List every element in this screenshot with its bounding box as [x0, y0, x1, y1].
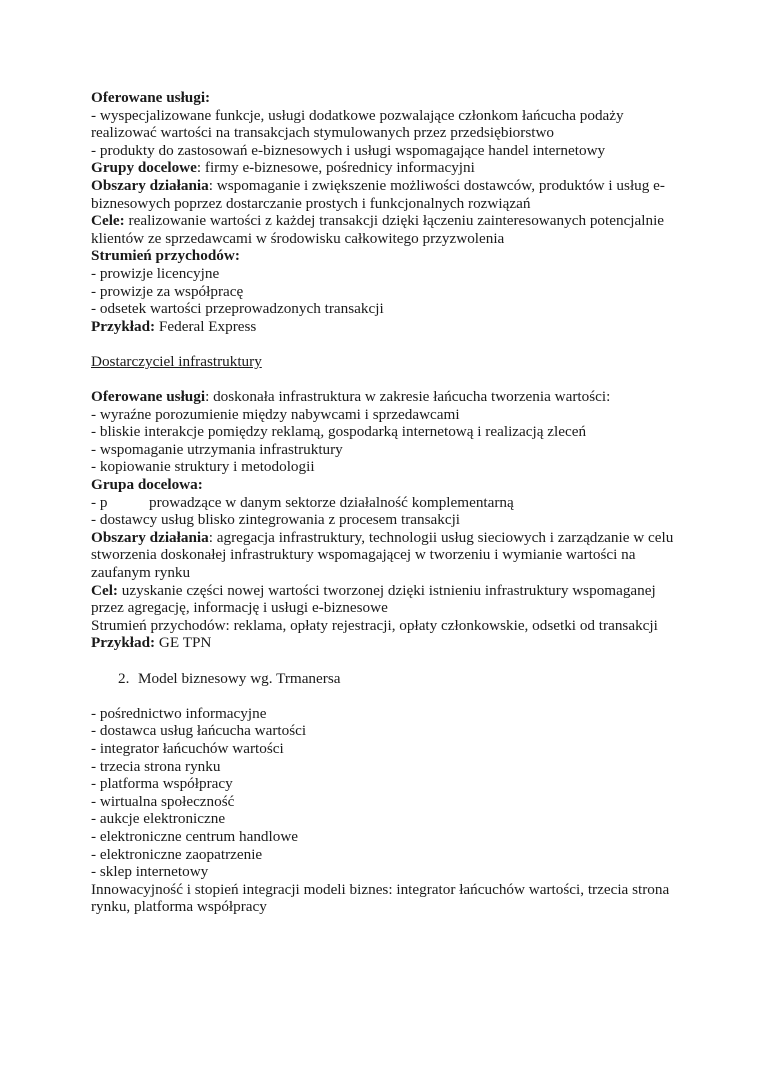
model-item: - elektroniczne centrum handlowe: [91, 827, 299, 845]
offered-services-heading: Oferowane usługi:: [91, 89, 211, 106]
areas-of-activity: Obszary działania: wspomaganie i zwiększenie możliwości dostawców, produktów i usług e-biznesowych poprzez dostarczanie prostych i funkcjonalnych rozwiązań: [91, 176, 665, 212]
document-page: [91, 89, 681, 916]
target-group-heading: Grupa docelowa:: [91, 476, 203, 494]
model-item: - pośrednictwo informacyjne: [91, 704, 267, 722]
offered-item: - bliskie interakcje pomiędzy reklamą, gospodarką internetową i realizacją zleceń: [91, 423, 587, 441]
goal: Cel: uzyskanie części nowej wartości tworzonej dzięki istnieniu infrastruktury wspomaganej przez agregację, informację i usługi e-biznesowe: [91, 581, 656, 617]
model-item: - aukcje elektroniczne: [91, 810, 226, 828]
model-item: - integrator łańcuchów wartości: [91, 739, 284, 757]
offered-item: - wyspecjalizowane funkcje, usługi dodatkowe pozwalające członkom łańcucha podaży realizować wartości na transakcjach stymulowanych przez przedsiębiorstwo: [91, 106, 624, 142]
numbered-heading: 2. Model biznesowy wg. Trmanersa: [118, 669, 341, 687]
goals: Cele: realizowanie wartości z każdej transakcji dzięki łączeniu zainteresowanych potencjalnie klientów ze sprzedawcami w środowisku całkowitego przyzwolenia: [91, 212, 665, 247]
revenue-item: - odsetek wartości przeprowadzonych transakcji: [91, 300, 384, 318]
offered-item: - kopiowanie struktury i metodologii: [91, 458, 315, 476]
example: Przykład: GE TPN: [91, 634, 212, 652]
model-item: - sklep internetowy: [91, 863, 209, 881]
summary-paragraph: Innowacyjność i stopień integracji modeli biznes: integrator łańcuchów wartości, trzecia strona rynku, platforma współpracy: [91, 880, 670, 916]
section-title: Dostarczyciel infrastruktury: [91, 352, 262, 370]
model-item: - platforma współpracy: [91, 775, 233, 793]
offered-item: - wspomaganie utrzymania infrastruktury: [91, 440, 343, 458]
offered-item: - produkty do zastosowań e-biznesowych i usługi wspomagające handel internetowy: [91, 141, 606, 159]
example: Przykład: Federal Express: [91, 317, 257, 335]
revenue-stream: Strumień przychodów: reklama, opłaty rejestracji, opłaty członkowskie, odsetki od transakcji: [91, 616, 658, 634]
target-group-item: - dostawcy usług blisko zintegrowania z procesem transakcji: [91, 511, 461, 529]
revenue-item: - prowizje za współpracę: [91, 282, 244, 300]
target-groups: Grupy docelowe: firmy e-biznesowe, pośrednicy informacyjni: [91, 159, 475, 177]
areas-of-activity: Obszary działania: agregacja infrastruktury, technologii usług sieciowych i zarządzanie w celu stworzenia doskonałej infrastruktury wspomagającej w tworzeniu i wymianie wartości na zaufanym rynku: [91, 528, 674, 582]
model-item: - elektroniczne zaopatrzenie: [91, 845, 263, 863]
offered-item: - wyraźne porozumienie między nabywcami i sprzedawcami: [91, 405, 460, 423]
model-item: - trzecia strona rynku: [91, 757, 221, 775]
model-item: - dostawca usług łańcucha wartości: [91, 722, 307, 740]
target-group-item: - p prowadzące w danym sektorze działalność komplementarną: [91, 493, 514, 511]
model-item: - wirtualna społeczność: [91, 792, 235, 810]
offered-services: Oferowane usługi: doskonała infrastruktura w zakresie łańcucha tworzenia wartości:: [91, 388, 611, 406]
revenue-stream-heading: Strumień przychodów:: [91, 247, 240, 265]
revenue-item: - prowizje licencyjne: [91, 264, 220, 282]
